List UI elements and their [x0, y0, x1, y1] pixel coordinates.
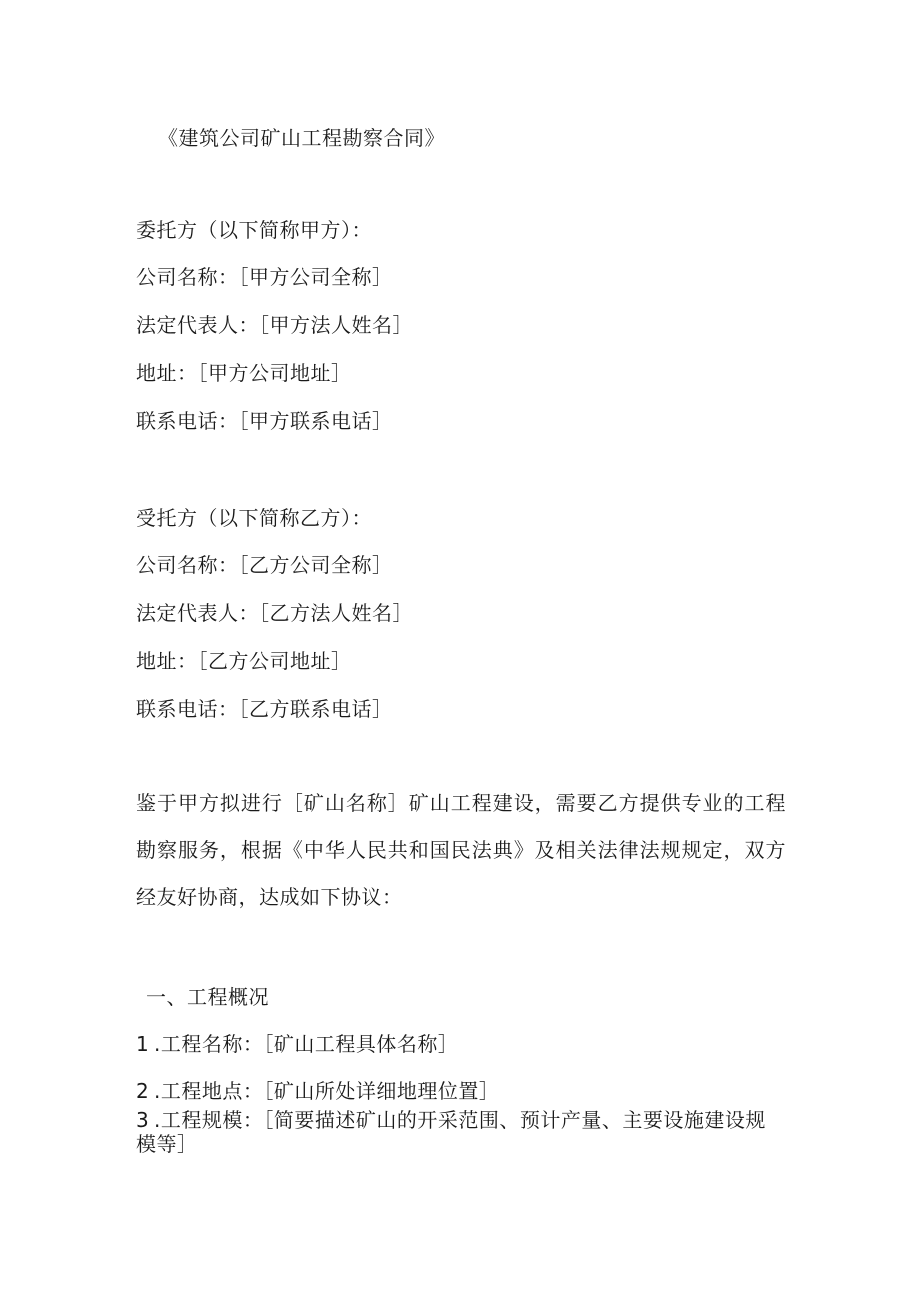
party-b-heading: 受托方（以下简称乙方）： — [136, 506, 372, 530]
preamble-paragraph: 鉴于甲方拟进行［矿山名称］矿山工程建设，需要乙方提供专业的工程勘察服务，根据《中华人民共和国民法典》及相关法律法规规定，双方经友好协商，达成如下协议： — [136, 791, 786, 909]
item-number: 1 — [136, 1032, 150, 1056]
party-a-address: 地址：［甲方公司地址］ — [136, 361, 352, 385]
item-text: .工程地点：［矿山所处详细地理位置］ — [154, 1079, 500, 1103]
item-text: .工程规模：［简要描述矿山的开采范围、预计产量、主要设施建设规模等］ — [136, 1108, 766, 1156]
section-1-item-3 — [136, 1108, 786, 1156]
item-number: 2 — [136, 1079, 150, 1103]
party-a-phone: 联系电话：［甲方联系电话］ — [136, 409, 393, 433]
party-b-legal-rep: 法定代表人：［乙方法人姓名］ — [136, 601, 413, 625]
section-1-item-1 — [136, 1032, 786, 1056]
party-a-company: 公司名称：［甲方公司全称］ — [136, 265, 393, 289]
item-number: 3 — [136, 1108, 150, 1132]
party-b-address: 地址：［乙方公司地址］ — [136, 649, 352, 673]
section-1-heading: 一、工程概况 — [146, 985, 269, 1009]
party-b-phone: 联系电话：［乙方联系电话］ — [136, 697, 393, 721]
party-a-legal-rep: 法定代表人：［甲方法人姓名］ — [136, 313, 413, 337]
document-title: 《建筑公司矿山工程勘察合同》 — [158, 126, 445, 150]
party-b-company: 公司名称：［乙方公司全称］ — [136, 553, 393, 577]
item-text: .工程名称：［矿山工程具体名称］ — [154, 1032, 459, 1056]
party-a-heading: 委托方（以下简称甲方）： — [136, 218, 372, 242]
section-1-item-2 — [136, 1079, 786, 1103]
